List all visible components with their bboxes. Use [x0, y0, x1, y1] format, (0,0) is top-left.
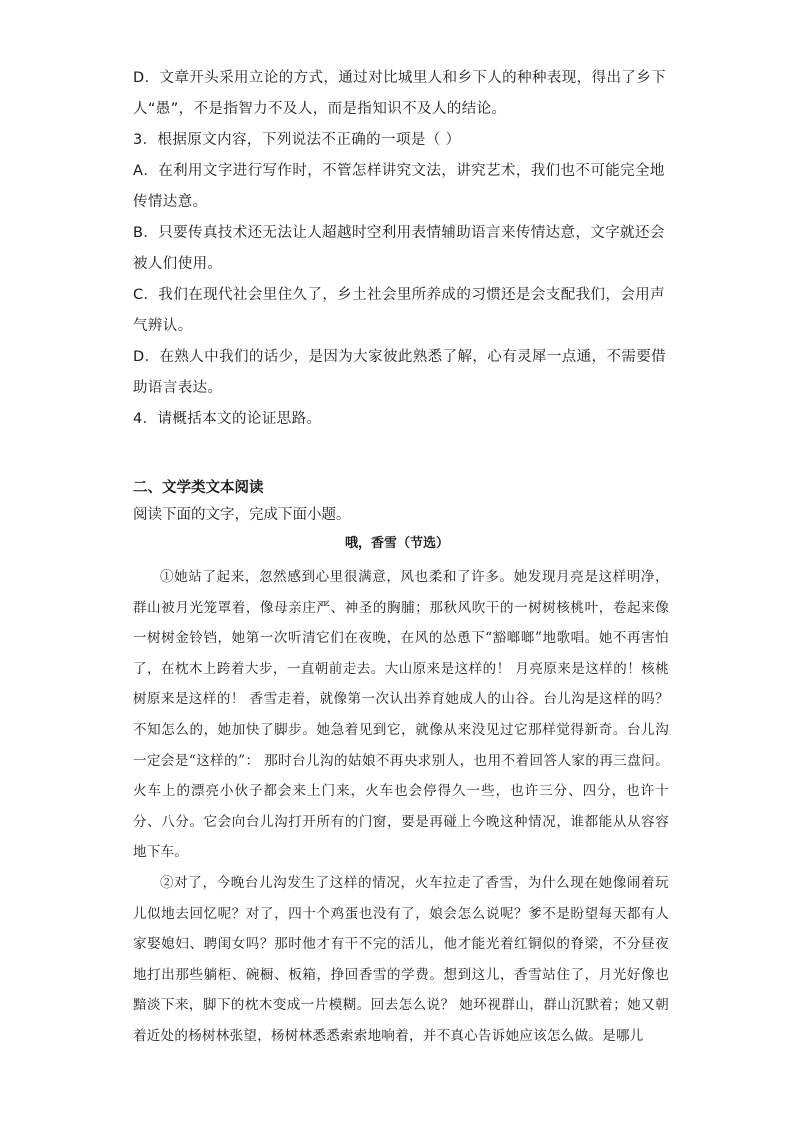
- passage-title: 哦，香雪（节选）: [344, 536, 449, 551]
- passage-paragraph-1: ①她站了起来，忽然感到心里很满意，风也柔和了许多。她发现月亮是这样明净，群山被月光笼罩着，像母亲庄严、神圣的胸脯；那秋风吹干的一树树核桃叶，卷起来像一树树金铃铛，她第一次听清它们在夜晚，在风的怂恿下“豁啷啷”地歌唱。她不再害怕了，在枕木上跨着大步，一直朝前走去。大山原来是这样的！ 月亮原来是这样的！核桃树原来是这样的！ 香雪走着，就像第一次认出养育她成人的山谷。台儿沟是这样的吗？不知怎么的，她加快了脚步。她急着见到它，就像从来没见过它那样觉得新奇。台儿沟一定会是“这样的”： 那时台儿沟的姑娘不再央求别人，也用不着回答人家的再三盘问。火车上的漂亮小伙子都会来上门来，火车也会停得久一些，也许三分、四分，也许十分、八分。它会向台儿沟打开所有的门窗，要是再碰上今晚这种情况，谁都能从从容容地下车。: [133, 569, 669, 861]
- question-block: [133, 63, 673, 435]
- passage-paragraph-2: ②对了，今晚台儿沟发生了这样的情况，火车拉走了香雪，为什么现在她像闹着玩儿似地去回忆呢？对了，四十个鸡蛋也没有了，娘会怎么说呢？爹不是盼望每天都有人家娶媳妇、聘闺女吗？那时他才有干不完的活儿，他才能光着红铜似的脊梁，不分昼夜地打出那些躺柜、碗橱、板箱，挣回香雪的学费。想到这儿，香雪站住了，月光好像也黯淡下来，脚下的枕木变成一片模糊。回去怎么说？ 她环视群山，群山沉默着；她又朝着近处的杨树林张望，杨树林悉悉索索地响着，并不真心告诉她应该怎么做。是哪儿: [133, 874, 669, 1044]
- section-instruction: 阅读下面的文字，完成下面小题。: [133, 507, 351, 523]
- question-3-option-d: D．在熟人中我们的话少，是因为大家彼此熟悉了解，心有灵犀一点通，不需要借助语言表达。: [133, 349, 667, 396]
- question-4-stem: 4．请概括本文的论证思路。: [133, 411, 322, 427]
- option-d-previous: D．文章开头采用立论的方式，通过对比城里人和乡下人的种种表现，得出了乡下人“愚”，不是指智力不及人，而是指知识不及人的结论。: [133, 70, 667, 117]
- question-3-option-a: A．在利用文字进行写作时，不管怎样讲究文法，讲究艺术，我们也不可能完全地传情达意。: [133, 163, 665, 210]
- section-title: 二、文学类文本阅读: [133, 480, 264, 496]
- question-3-stem: 3．根据原文内容，下列说法不正确的一项是（ ）: [133, 132, 461, 148]
- question-3-option-b: B．只要传真技术还无法让人超越时空利用表情辅助语言来传情达意，文字就还会被人们使用。: [133, 225, 665, 272]
- question-3-option-c: C．我们在现代社会里住久了，乡土社会里所养成的习惯还是会支配我们，会用声气辨认。: [133, 287, 666, 334]
- passage-body: [133, 562, 669, 1052]
